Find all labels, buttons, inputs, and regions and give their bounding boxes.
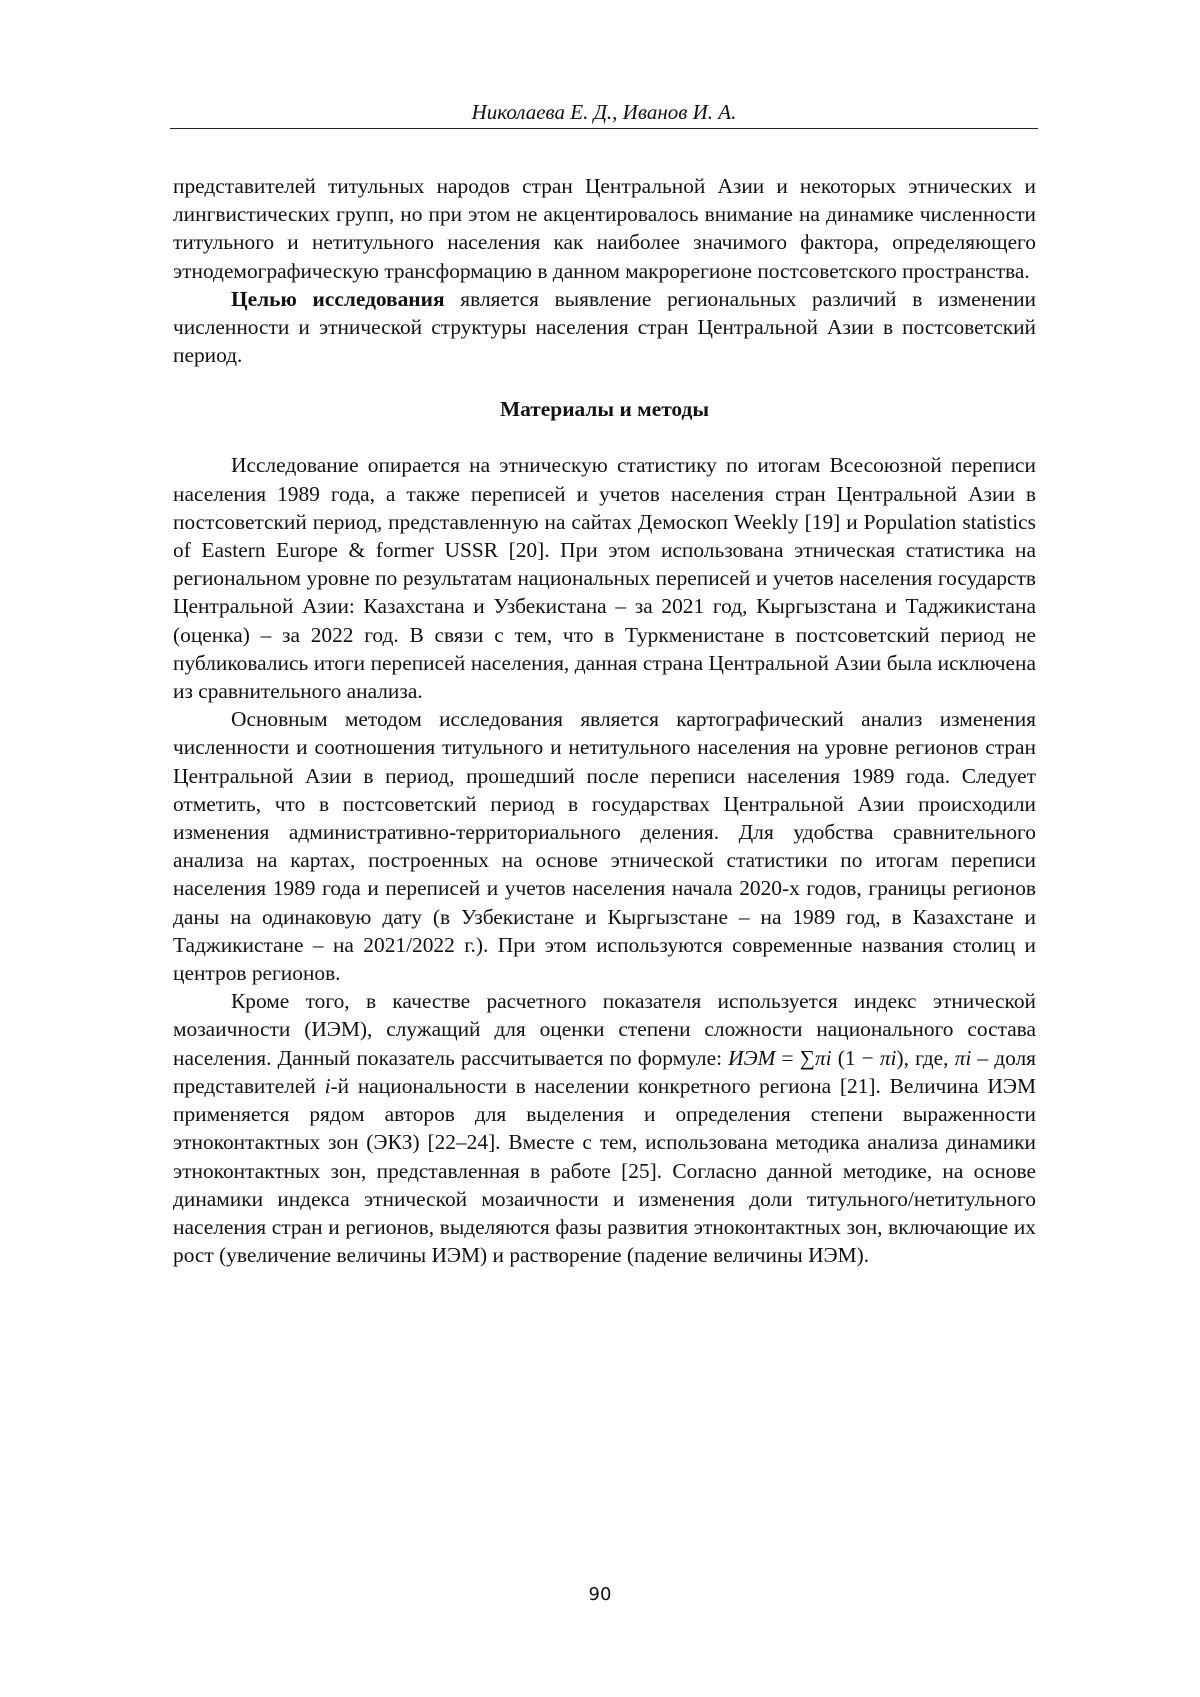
formula-i: i xyxy=(324,1073,331,1098)
section-heading-materials-methods: Материалы и методы xyxy=(499,397,710,422)
mosaic-text-2: – доля представителей xyxy=(173,1045,1037,1098)
paragraph-aim xyxy=(173,285,1036,370)
running-head-authors: Николаева Е. Д., Иванов И. А. xyxy=(471,100,737,124)
paragraph-main-method: Основным методом исследования является картографический анализ изменения численности и соотношения титульного и нетитульного населения на уровне регионов стран Центральной Азии в период, прошедший после переписи населения 1989 года. Следует отметить, что в постсоветский период в государствах Центральной Азии происходили изменения административно-территориального деления. Для удобства сравнительного анализа на картах, построенных на основе этнической статистики по итогам переписи населения 1989 года и переписей и учетов населения начала 2020-х годов, границы регионов даны на одинаковую дату (в Узбекистане и Кыргызстане – на 1989 год, в Казахстане и Таджикистане – на 2021/2022 г.). При этом используются современные названия столиц и центров регионов. xyxy=(173,707,1036,986)
aim-lead-phrase: Целью исследования xyxy=(231,286,445,311)
mosaic-text-1: Кроме того, в качестве расчетного показателя используется индекс этнической мозаичности (ИЭМ), служащий для оценки степени сложности национального состава населения. Данный показатель рассчитывается по формуле: xyxy=(173,989,1036,1070)
formula-pi-3: πi xyxy=(954,1045,972,1070)
mosaic-text-3: -й национальности в населении конкретного региона [21]. Величина ИЭМ применяется рядом авторов для выделения и определения степени выраженности этноконтактных зон (ЭКЗ) [22–24]. Вместе с тем, использована методика анализа динамики этноконтактных зон, представленная в работе [25]. Согласно данной методике, на основе динамики индекса этнической мозаичности и изменения доли титульного/нетитульного населения стран и регионов, выделяются фазы развития этноконтактных зон, включающие их рост (увеличение величины ИЭМ) и растворение (падение величины ИЭМ). xyxy=(173,1073,1036,1268)
running-head xyxy=(170,100,1038,129)
paragraph-data-sources: Исследование опирается на этническую статистику по итогам Всесоюзной переписи населения 1989 года, а также переписей и учетов населения стран Центральной Азии в постсоветский период, представленную на сайтах Демоскоп Weekly [19] и Population statistics of Eastern Europe & former USSR [20]. При этом использована этническая статистика на региональном уровне по результатам национальных переписей и учетов населения государств Центральной Азии: Казахстана и Узбекистана – за 2021 год, Кыргызстана и Таджикистана (оценка) – за 2022 год. В связи с тем, что в Туркменистане в постсоветский период не публиковались итоги переписей населения, данная страна Центральной Азии была исключена из сравнительного анализа. xyxy=(173,453,1036,704)
formula-paren-open: (1 − xyxy=(831,1045,880,1070)
paragraph-continuation: представителей титульных народов стран Центральной Азии и некоторых этнических и лингвистических групп, но при этом не акцентировалось внимание на динамике численности титульного и нетитульного населения как наиболее значимого фактора, определяющего этнодемографическую трансформацию в данном макрорегионе постсоветского пространства. xyxy=(173,174,1036,283)
formula-sum: = ∑ xyxy=(775,1045,815,1070)
article-body xyxy=(173,172,1036,1269)
aim-text: является выявление региональных различий в изменении численности и этнической структуры населения стран Центральной Азии в постсоветский период. xyxy=(173,286,1036,368)
paragraph-mosaic-index xyxy=(173,987,1036,1269)
formula-paren-close: ), где, xyxy=(896,1045,955,1070)
formula-pi-2: πi xyxy=(879,1045,897,1070)
formula-pi-1: πi xyxy=(814,1045,832,1070)
page-number: 90 xyxy=(588,1584,612,1605)
formula-lhs: ИЭМ xyxy=(728,1045,776,1070)
